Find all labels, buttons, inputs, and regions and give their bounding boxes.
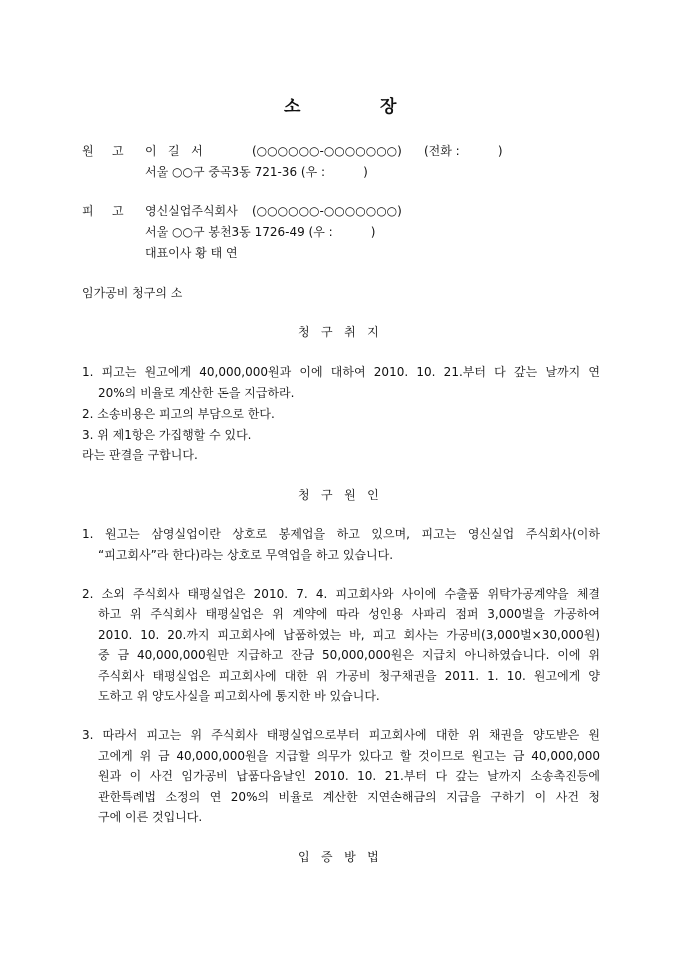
defendant-label-2: 고	[112, 204, 124, 218]
claim-purpose-heading: 청 구 취 지	[298, 325, 379, 339]
plaintiff-label-2: 고	[112, 144, 124, 158]
defendant-representative: 대표이사 황 태 연	[145, 246, 238, 260]
defendant-name: 영신실업주식회사	[145, 204, 238, 218]
claim-cause-para2-line4: 중 금 40,000,000원만 지급하고 잔금 50,000,000원은 지급치 아니하였습니다. 이에 위	[98, 648, 600, 662]
claim-cause-para2-line5: 주식회사 태평실업은 피고회사에 대한 위 가공비 청구채권을 2011. 1. 10. 원고에게 양	[98, 669, 600, 683]
plaintiff-label-1: 원	[82, 144, 94, 158]
title-right-char: 장	[380, 97, 397, 117]
claim-cause-para3-line5: 구에 이른 것입니다.	[98, 810, 203, 824]
claim-cause-para3-line4: 관한특례법 소정의 연 20%의 비율로 계산한 지연손해금의 지급을 구하기 이 사건 청	[98, 790, 600, 804]
claim-cause-heading: 청 구 원 인	[298, 488, 379, 502]
claim-cause-para2-line1: 2. 소외 주식회사 태평실업은 2010. 7. 4. 피고회사와 사이에 수출품 위탁가공계약을 체결	[82, 587, 600, 601]
claim-cause-para2-line2: 하고 위 주식회사 태평실업은 위 계약에 따라 성인용 사파리 점퍼 3,000벌을 가공하여	[98, 607, 600, 621]
claim-cause-para3-line1: 3. 따라서 피고는 위 주식회사 태평실업으로부터 피고회사에 대한 위 채권을 양도받은 원	[82, 728, 600, 742]
plaintiff-id: (○○○○○○-○○○○○○○)	[252, 144, 402, 158]
claim-cause-para2-line6: 도하고 위 양도사실을 피고회사에 통지한 바 있습니다.	[98, 689, 380, 703]
plaintiff-name: 이 길 서	[145, 144, 203, 158]
claim-cause-para3-line3: 원과 이 사건 임가공비 납품다음날인 2010. 10. 21.부터 다 갚는 날까지 소송촉진등에	[98, 769, 600, 783]
defendant-address: 서울 ○○구 봉천3동 1726-49 (우 : )	[145, 225, 376, 239]
claim-cause-para3-line2: 고에게 위 금 40,000,000원을 지급할 의무가 있다고 할 것이므로 원고는 금 40,000,000	[98, 749, 600, 763]
evidence-heading: 입 증 방 법	[298, 850, 379, 864]
claim-purpose-item3: 3. 위 제1항은 가집행할 수 있다.	[82, 428, 252, 442]
claim-purpose-item2: 2. 소송비용은 피고의 부담으로 한다.	[82, 407, 275, 421]
case-name: 임가공비 청구의 소	[82, 286, 183, 300]
claim-cause-para1-line2: “피고회사”라 한다)라는 상호로 무역업을 하고 있습니다.	[98, 548, 394, 562]
claim-cause-para1-line1: 1. 원고는 삼영실업이란 상호로 봉제업을 하고 있으며, 피고는 영신실업 주식회사(이하	[82, 527, 600, 541]
defendant-id: (○○○○○○-○○○○○○○)	[252, 204, 402, 218]
plaintiff-address: 서울 ○○구 중곡3동 721-36 (우 : )	[145, 165, 368, 179]
claim-cause-para2-line3: 2010. 10. 20.까지 피고회사에 납품하였는 바, 피고 회사는 가공비(3,000벌×30,000원)	[98, 628, 600, 642]
claim-purpose-item1-line1: 1. 피고는 원고에게 40,000,000원과 이에 대하여 2010. 10. 21.부터 다 갚는 날까지 연	[82, 365, 600, 379]
defendant-label-1: 피	[82, 204, 94, 218]
claim-purpose-item1-line2: 20%의 비율로 계산한 돈을 지급하라.	[98, 386, 295, 400]
claim-purpose-closing: 라는 판결을 구합니다.	[82, 448, 198, 462]
plaintiff-phone: (전화 : )	[424, 144, 503, 158]
title-left-char: 소	[284, 97, 301, 117]
